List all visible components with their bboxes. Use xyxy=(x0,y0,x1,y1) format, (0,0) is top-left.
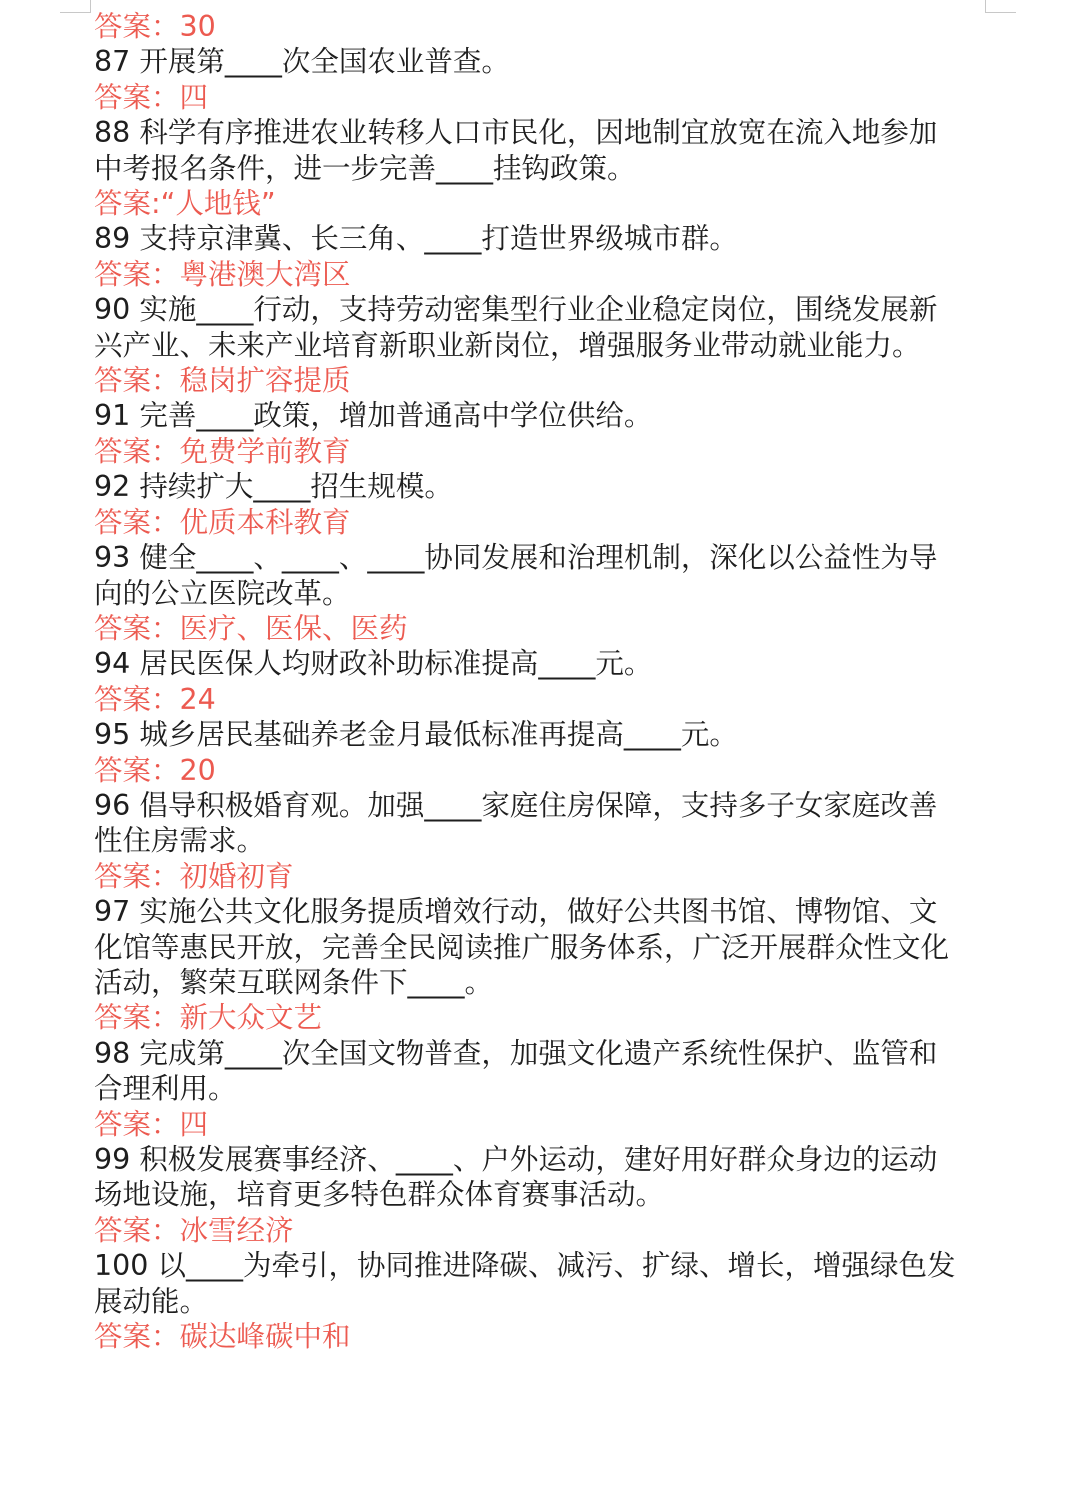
question-line: 92 持续扩大____招生规模。 xyxy=(94,470,453,504)
qa-item xyxy=(94,788,994,894)
answer-line: 答案：优质本科教育 xyxy=(94,505,351,539)
question-line: 95 城乡居民基础养老金月最低标准再提高____元。 xyxy=(94,718,738,752)
question-line: 场地设施，培育更多特色群众体育赛事活动。 xyxy=(94,1178,665,1212)
qa-item xyxy=(94,221,994,292)
qa-item xyxy=(94,469,994,540)
answer-line: 答案：四 xyxy=(94,1107,209,1141)
question-line: 96 倡导积极婚育观。加强____家庭住房保障，支持多子女家庭改善 xyxy=(94,788,938,822)
qa-item xyxy=(94,44,994,115)
answer-line: 答案：24 xyxy=(94,682,216,716)
qa-item xyxy=(94,894,994,1036)
answer-line: 答案：碳达峰碳中和 xyxy=(94,1320,351,1354)
answer-line: 答案：冰雪经济 xyxy=(94,1213,294,1247)
answer-line: 答案：新大众文艺 xyxy=(94,1001,323,1035)
question-line: 90 实施____行动，支持劳动密集型行业企业稳定岗位，围绕发展新 xyxy=(94,293,938,327)
answer-line: 答案：粤港澳大湾区 xyxy=(94,257,351,291)
question-line: 97 实施公共文化服务提质增效行动，做好公共图书馆、博物馆、文 xyxy=(94,895,938,929)
answer-line: 答案：医疗、医保、医药 xyxy=(94,611,408,645)
question-line: 98 完成第____次全国文物普查，加强文化遗产系统性保护、监管和 xyxy=(94,1036,938,1070)
answer-line: 答案：30 xyxy=(94,10,216,43)
qa-item xyxy=(94,1142,994,1248)
qa-item xyxy=(94,292,994,398)
question-line: 87 开展第____次全国农业普查。 xyxy=(94,45,510,79)
qa-item xyxy=(94,1248,994,1354)
question-line: 94 居民医保人均财政补助标准提高____元。 xyxy=(94,647,653,681)
question-line: 合理利用。 xyxy=(94,1072,237,1106)
question-line: 中考报名条件，进一步完善____挂钩政策。 xyxy=(94,151,636,185)
answer-line: 答案：初婚初育 xyxy=(94,859,294,893)
question-line: 91 完善____政策，增加普通高中学位供给。 xyxy=(94,399,653,433)
qa-item xyxy=(94,540,994,646)
question-line: 活动，繁荣互联网条件下____。 xyxy=(94,965,494,999)
answer-line: 答案：20 xyxy=(94,753,216,787)
question-line: 向的公立医院改革。 xyxy=(94,576,351,610)
qa-item xyxy=(94,646,994,717)
question-line: 88 科学有序推进农业转移人口市民化，因地制宜放宽在流入地参加 xyxy=(94,116,938,150)
answer-line: 答案:“人地钱” xyxy=(94,187,276,221)
question-line: 100 以____为牵引，协同推进降碳、减污、扩绿、增长，增强绿色发 xyxy=(94,1249,956,1283)
question-line: 性住房需求。 xyxy=(94,824,266,858)
answer-line: 答案：免费学前教育 xyxy=(94,434,351,468)
question-line: 兴产业、未来产业培育新职业新岗位，增强服务业带动就业能力。 xyxy=(94,328,921,362)
question-line: 89 支持京津冀、长三角、____打造世界级城市群。 xyxy=(94,222,738,256)
qa-item xyxy=(94,1036,994,1142)
qa-item xyxy=(94,9,994,44)
qa-item xyxy=(94,398,994,469)
answer-line: 答案：四 xyxy=(94,80,209,114)
question-line: 展动能。 xyxy=(94,1284,209,1318)
question-line: 化馆等惠民开放，完善全民阅读推广服务体系，广泛开展群众性文化 xyxy=(94,930,950,964)
answer-line: 答案：稳岗扩容提质 xyxy=(94,364,351,398)
qa-item xyxy=(94,717,994,788)
question-line: 99 积极发展赛事经济、____、户外运动，建好用好群众身边的运动 xyxy=(94,1143,938,1176)
document-page xyxy=(94,9,994,1354)
qa-item xyxy=(94,115,994,221)
page-corner-mark-left xyxy=(60,0,91,13)
question-line: 93 健全____、____、____协同发展和治理机制，深化以公益性为导 xyxy=(94,541,938,575)
